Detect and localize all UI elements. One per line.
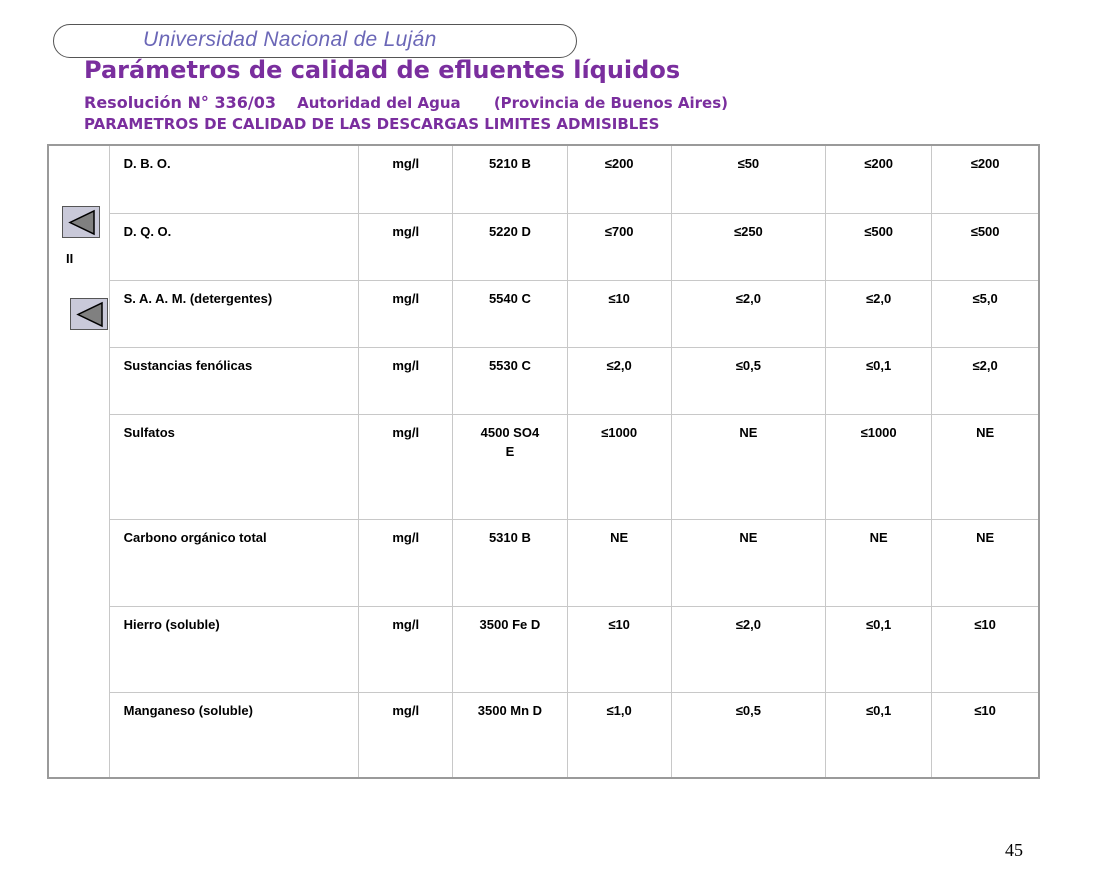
limit-cell-3: ≤0,1 — [826, 692, 932, 778]
param-cell: Sustancias fenólicas — [109, 347, 359, 414]
triangle-left-icon — [63, 207, 101, 239]
resolution-line — [84, 93, 728, 112]
limit-cell-3: ≤0,1 — [826, 347, 932, 414]
param-cell: Sulfatos — [109, 414, 359, 519]
param-cell: D. B. O. — [109, 145, 359, 213]
table-subtitle: PARAMETROS DE CALIDAD DE LAS DESCARGAS LIMITES ADMISIBLES — [84, 115, 660, 133]
table-row — [48, 692, 1039, 778]
section-label: II — [66, 251, 74, 266]
limit-cell-1: ≤200 — [567, 145, 671, 213]
nav-back-button[interactable] — [70, 298, 108, 330]
resolution-number: Resolución N° 336/03 — [84, 93, 276, 112]
method-cell: 5220 D — [453, 213, 567, 280]
limit-cell-4: ≤10 — [932, 692, 1039, 778]
limit-cell-1: NE — [567, 519, 671, 606]
limit-cell-2: NE — [671, 414, 825, 519]
method-cell: 5210 B — [453, 145, 567, 213]
limit-cell-4: ≤5,0 — [932, 280, 1039, 347]
parameters-table — [47, 144, 1040, 779]
unit-cell: mg/l — [359, 145, 453, 213]
param-cell: D. Q. O. — [109, 213, 359, 280]
limit-cell-1: ≤2,0 — [567, 347, 671, 414]
method-cell: 4500 SO4 E — [453, 414, 567, 519]
page-number: 45 — [1005, 840, 1023, 860]
table-row — [48, 606, 1039, 692]
table-row — [48, 145, 1039, 213]
table-row — [48, 280, 1039, 347]
unit-cell: mg/l — [359, 519, 453, 606]
limit-cell-3: ≤2,0 — [826, 280, 932, 347]
limit-cell-2: ≤0,5 — [671, 692, 825, 778]
limit-cell-3: ≤500 — [826, 213, 932, 280]
limit-cell-3: ≤1000 — [826, 414, 932, 519]
authority-name: Autoridad del Agua — [297, 94, 461, 112]
method-cell: 3500 Mn D — [453, 692, 567, 778]
method-cell: 5310 B — [453, 519, 567, 606]
limit-cell-4: ≤10 — [932, 606, 1039, 692]
limit-cell-3: ≤200 — [826, 145, 932, 213]
method-cell: 5540 C — [453, 280, 567, 347]
limit-cell-4: ≤200 — [932, 145, 1039, 213]
limit-cell-4: NE — [932, 414, 1039, 519]
limit-cell-4: ≤500 — [932, 213, 1039, 280]
unit-cell: mg/l — [359, 280, 453, 347]
limit-cell-1: ≤10 — [567, 606, 671, 692]
param-cell: Hierro (soluble) — [109, 606, 359, 692]
unit-cell: mg/l — [359, 692, 453, 778]
limit-cell-2: ≤2,0 — [671, 280, 825, 347]
param-cell: Carbono orgánico total — [109, 519, 359, 606]
unit-cell: mg/l — [359, 213, 453, 280]
triangle-left-icon — [71, 299, 109, 331]
page-title: Parámetros de calidad de efluentes líquidos — [84, 56, 681, 84]
table-row — [48, 414, 1039, 519]
method-cell: 3500 Fe D — [453, 606, 567, 692]
limit-cell-1: ≤1000 — [567, 414, 671, 519]
limit-cell-1: ≤700 — [567, 213, 671, 280]
side-column — [48, 145, 109, 778]
university-name: Universidad Nacional de Luján — [143, 28, 437, 51]
limit-cell-4: ≤2,0 — [932, 347, 1039, 414]
limit-cell-2: ≤0,5 — [671, 347, 825, 414]
limit-cell-2: ≤250 — [671, 213, 825, 280]
table-row — [48, 213, 1039, 280]
param-cell: Manganeso (soluble) — [109, 692, 359, 778]
limit-cell-2: ≤2,0 — [671, 606, 825, 692]
unit-cell: mg/l — [359, 414, 453, 519]
nav-previous-button[interactable] — [62, 206, 100, 238]
limit-cell-2: ≤50 — [671, 145, 825, 213]
limit-cell-3: ≤0,1 — [826, 606, 932, 692]
limit-cell-1: ≤10 — [567, 280, 671, 347]
unit-cell: mg/l — [359, 347, 453, 414]
param-cell: S. A. A. M. (detergentes) — [109, 280, 359, 347]
province-name: (Provincia de Buenos Aires) — [493, 94, 728, 112]
limit-cell-4: NE — [932, 519, 1039, 606]
table-row — [48, 519, 1039, 606]
limit-cell-1: ≤1,0 — [567, 692, 671, 778]
limit-cell-3: NE — [826, 519, 932, 606]
method-cell: 5530 C — [453, 347, 567, 414]
table-row — [48, 347, 1039, 414]
unit-cell: mg/l — [359, 606, 453, 692]
limit-cell-2: NE — [671, 519, 825, 606]
